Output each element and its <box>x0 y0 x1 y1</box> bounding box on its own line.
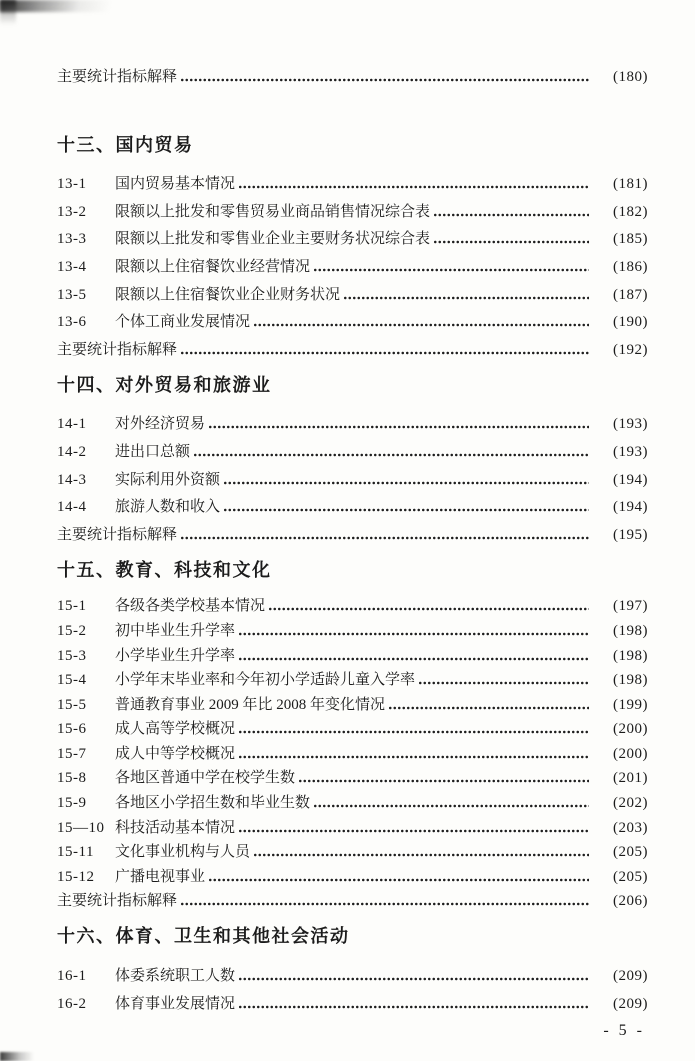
entry-page: (187) <box>613 286 648 303</box>
entry-number: 15-11 <box>57 844 94 861</box>
toc-entry <box>57 433 648 461</box>
entry-page: (209) <box>613 995 648 1012</box>
dot-leader <box>298 779 589 783</box>
entry-page: (194) <box>613 471 648 488</box>
entry-number: 16-2 <box>57 995 87 1012</box>
toc-entry <box>57 248 648 276</box>
entry-page: (185) <box>613 231 648 248</box>
entry-label: 主要统计指标解释 <box>57 68 178 85</box>
entry-page: (180) <box>613 68 648 85</box>
toc-entry <box>57 763 648 788</box>
section-title: 十四、对外贸易和旅游业 <box>57 374 272 395</box>
dot-leader <box>268 607 589 611</box>
entry-page: (194) <box>613 499 648 516</box>
entry-number: 15-7 <box>57 745 87 762</box>
toc-entry <box>57 985 648 1013</box>
entry-page: (181) <box>613 176 648 193</box>
entry-number: 15-2 <box>57 622 87 639</box>
section-entries <box>57 591 648 911</box>
entry-label: 各级各类学校基本情况 <box>115 598 266 615</box>
dot-leader <box>253 323 589 327</box>
toc-entry <box>57 714 648 739</box>
entry-page: (202) <box>613 795 648 812</box>
dot-leader <box>343 296 589 300</box>
entry-label: 限额以上批发和零售贸易业商品销售情况综合表 <box>115 203 431 220</box>
dot-leader <box>180 902 589 906</box>
entry-label: 小学年末毕业率和今年初小学适龄儿童入学率 <box>115 672 416 689</box>
entry-page: (201) <box>613 770 648 787</box>
entry-label: 旅游人数和收入 <box>115 499 221 516</box>
toc-entry <box>57 461 648 489</box>
entry-number: 13-6 <box>57 314 87 331</box>
entry-number: 15-5 <box>57 696 87 713</box>
entry-number: 15-12 <box>57 868 95 885</box>
section-title: 十五、教育、科技和文化 <box>57 559 272 580</box>
entry-label: 小学毕业生升学率 <box>115 647 236 664</box>
entry-number: 13-1 <box>57 176 87 193</box>
dot-leader <box>238 829 589 833</box>
entry-label: 科技活动基本情况 <box>115 819 236 836</box>
page-number: - 5 - <box>603 1022 645 1039</box>
entry-number: 13-2 <box>57 203 87 220</box>
dot-leader <box>238 657 589 661</box>
entry-number: 14-3 <box>57 471 87 488</box>
section-entries <box>57 406 648 544</box>
toc-entry <box>57 276 648 304</box>
entry-number: 15-8 <box>57 770 87 787</box>
entry-page: (205) <box>613 844 648 861</box>
entry-number: 15—10 <box>57 819 105 836</box>
toc-entry <box>57 193 648 221</box>
dot-leader <box>238 1005 589 1009</box>
scan-artifact-top-left <box>0 0 135 12</box>
entry-number: 13-5 <box>57 286 87 303</box>
dot-leader <box>238 755 589 759</box>
toc-entry <box>57 812 648 837</box>
dot-leader <box>433 240 589 244</box>
toc-entry <box>57 837 648 862</box>
entry-label: 个体工商业发展情况 <box>115 314 251 331</box>
toc-entry <box>57 640 648 665</box>
toc-section <box>57 557 648 911</box>
entry-number: 14-1 <box>57 416 87 433</box>
entry-label: 限额以上住宿餐饮业经营情况 <box>115 258 311 275</box>
entry-label: 体育事业发展情况 <box>115 995 236 1012</box>
dot-leader <box>238 977 589 981</box>
entry-label: 广播电视事业 <box>115 868 206 885</box>
entry-number: 14-2 <box>57 443 87 460</box>
dot-leader <box>180 351 589 355</box>
entry-page: (193) <box>613 443 648 460</box>
toc-entry <box>57 406 648 434</box>
entry-label: 各地区小学招生数和毕业生数 <box>115 795 311 812</box>
entry-label: 文化事业机构与人员 <box>115 844 251 861</box>
entry-label: 进出口总额 <box>115 443 191 460</box>
dot-leader <box>313 268 589 272</box>
entry-page: (200) <box>613 721 648 738</box>
dot-leader <box>223 508 589 512</box>
entry-label: 普通教育事业 2009 年比 2008 年变化情况 <box>115 696 386 713</box>
section-entries <box>57 957 648 1012</box>
section-entries <box>57 166 648 359</box>
scan-artifact-left-edge <box>0 0 16 28</box>
entry-page: (193) <box>613 416 648 433</box>
entry-number: 15-3 <box>57 647 87 664</box>
toc-entry <box>57 665 648 690</box>
entry-label: 主要统计指标解释 <box>57 893 178 910</box>
dot-leader <box>193 453 589 457</box>
entry-page: (198) <box>613 647 648 664</box>
entry-number: 14-4 <box>57 499 87 516</box>
dot-leader <box>223 481 589 485</box>
entry-page: (198) <box>613 622 648 639</box>
entry-label: 限额以上住宿餐饮业企业财务状况 <box>115 286 341 303</box>
entry-page: (200) <box>613 745 648 762</box>
toc-section <box>57 372 648 544</box>
entry-number: 15-6 <box>57 721 87 738</box>
entry-label: 限额以上批发和零售业企业主要财务状况综合表 <box>115 231 431 248</box>
toc-entry <box>57 489 648 517</box>
dot-leader <box>238 632 589 636</box>
entry-number: 13-4 <box>57 258 87 275</box>
dot-leader <box>418 681 589 685</box>
entry-label: 成人中等学校概况 <box>115 745 236 762</box>
toc-entry <box>57 738 648 763</box>
entry-number: 16-1 <box>57 968 87 985</box>
entry-page: (192) <box>613 341 648 358</box>
dot-leader <box>253 853 589 857</box>
entry-label: 实际利用外资额 <box>115 471 221 488</box>
dot-leader <box>433 213 589 217</box>
entry-number: 13-3 <box>57 231 87 248</box>
entry-page: (206) <box>613 893 648 910</box>
dot-leader <box>208 878 589 882</box>
toc-entry <box>57 591 648 616</box>
scan-artifact-bottom-left <box>0 1052 34 1061</box>
dot-leader <box>313 804 589 808</box>
entry-page: (190) <box>613 314 648 331</box>
entry-number: 15-9 <box>57 795 87 812</box>
toc-entry <box>57 787 648 812</box>
entry-page: (186) <box>613 258 648 275</box>
toc-content <box>57 58 648 1013</box>
toc-entry <box>57 516 648 544</box>
toc-entry <box>57 331 648 359</box>
entry-page: (198) <box>613 672 648 689</box>
toc-entry <box>57 615 648 640</box>
entry-page: (203) <box>613 819 648 836</box>
dot-leader <box>238 730 589 734</box>
dot-leader <box>180 536 589 540</box>
toc-entry <box>57 58 648 86</box>
toc-entry <box>57 166 648 194</box>
toc-entry <box>57 886 648 911</box>
toc-intro <box>57 58 648 86</box>
toc-entry <box>57 304 648 332</box>
toc-section <box>57 923 648 1012</box>
entry-label: 主要统计指标解释 <box>57 526 178 543</box>
entry-label: 各地区普通中学在校学生数 <box>115 770 296 787</box>
toc-entry <box>57 689 648 714</box>
entry-label: 对外经济贸易 <box>115 416 206 433</box>
dot-leader <box>208 425 589 429</box>
entry-label: 主要统计指标解释 <box>57 341 178 358</box>
toc-section <box>57 132 648 359</box>
entry-page: (197) <box>613 598 648 615</box>
entry-page: (209) <box>613 968 648 985</box>
toc-entry <box>57 861 648 886</box>
entry-page: (199) <box>613 696 648 713</box>
entry-page: (182) <box>613 203 648 220</box>
dot-leader <box>180 78 589 82</box>
entry-number: 15-4 <box>57 672 87 689</box>
entry-number: 15-1 <box>57 598 87 615</box>
toc-sections <box>57 132 648 1013</box>
entry-page: (205) <box>613 868 648 885</box>
entry-label: 体委系统职工人数 <box>115 968 236 985</box>
toc-entry <box>57 957 648 985</box>
section-title: 十三、国内贸易 <box>57 134 194 155</box>
entry-page: (195) <box>613 526 648 543</box>
section-title: 十六、体育、卫生和其他社会活动 <box>57 926 350 947</box>
entry-label: 初中毕业生升学率 <box>115 622 236 639</box>
dot-leader <box>388 706 589 710</box>
dot-leader <box>238 185 589 189</box>
entry-label: 国内贸易基本情况 <box>115 176 236 193</box>
toc-entry <box>57 221 648 249</box>
entry-label: 成人高等学校概况 <box>115 721 236 738</box>
